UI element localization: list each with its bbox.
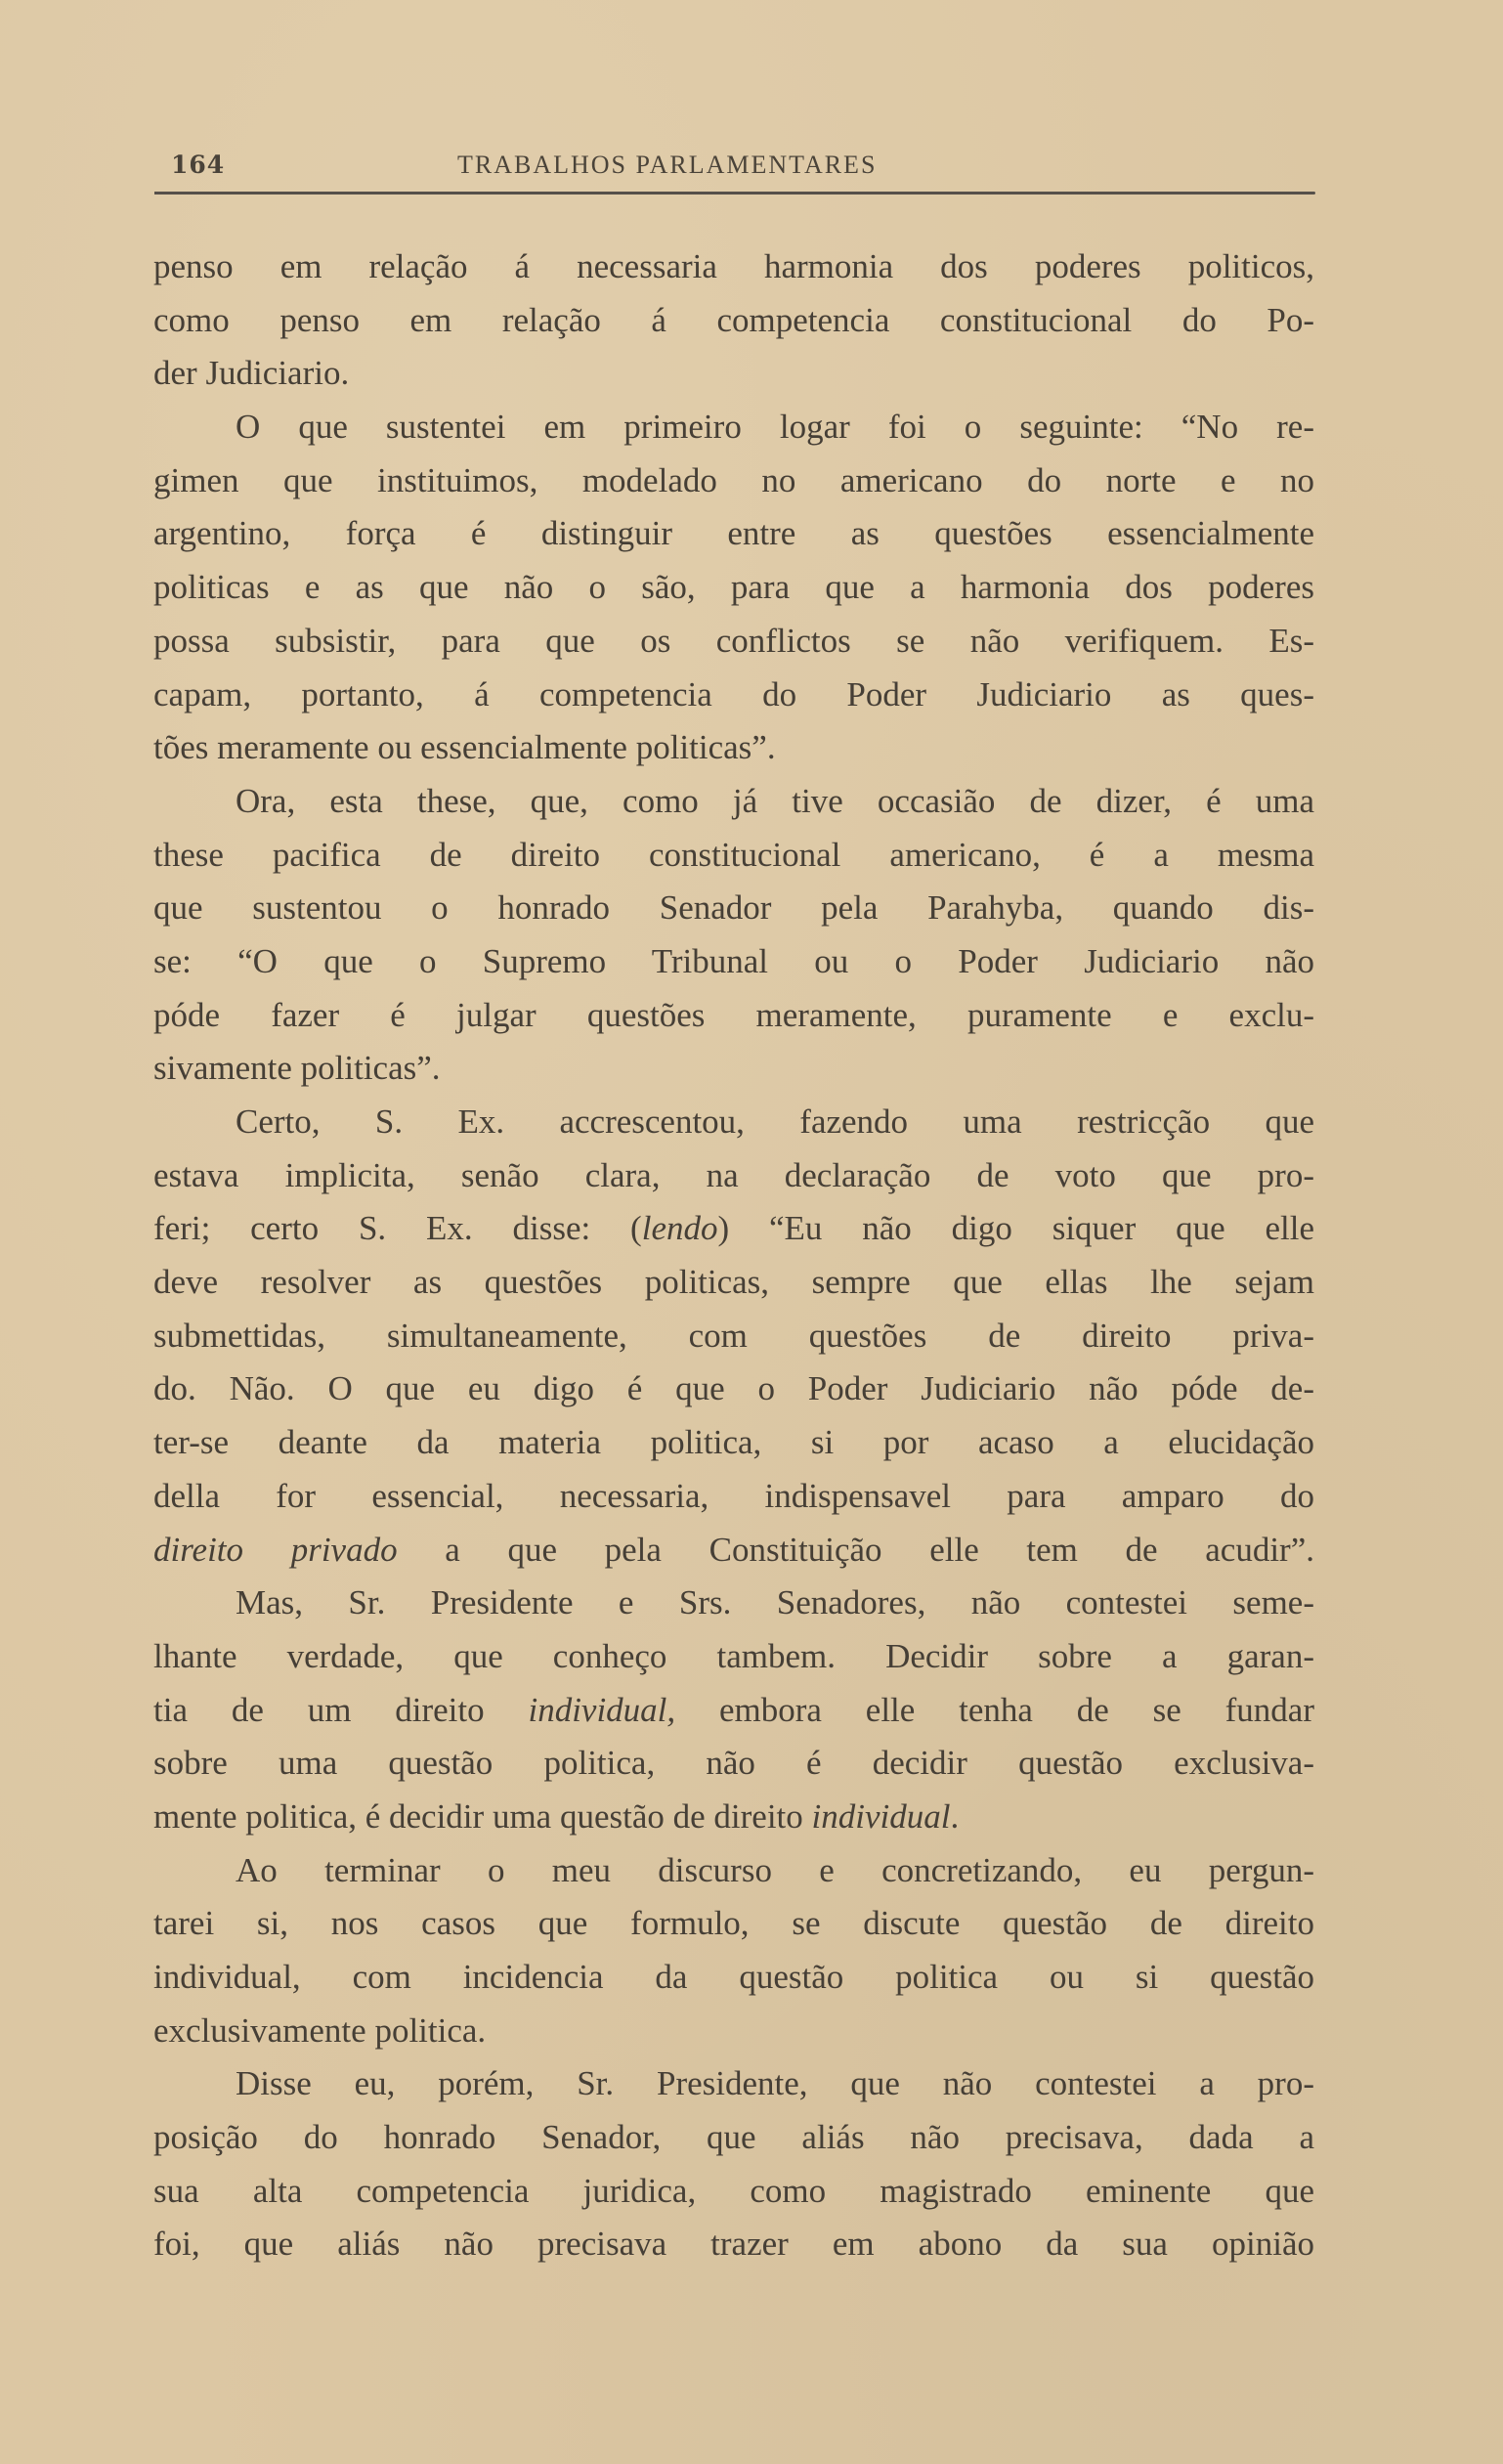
text-segment: Certo, S. Ex. accrescentou, fazendo uma restricção que bbox=[236, 1102, 1314, 1141]
text-line bbox=[153, 721, 1314, 775]
text-segment: these pacifica de direito constitucional americano, é a mesma bbox=[153, 835, 1314, 874]
text-segment: O que sustentei em primeiro logar foi o seguinte: “No re- bbox=[236, 408, 1314, 447]
text-segment: deve resolver as questões politicas, sempre que ellas lhe sejam bbox=[153, 1263, 1314, 1302]
text-line bbox=[153, 401, 1314, 454]
text-line bbox=[153, 1042, 1314, 1096]
text-segment: a que pela Constituição elle tem de acudir”. bbox=[397, 1530, 1314, 1569]
text-segment: se: “O que o Supremo Tribunal ou o Poder Judiciario não bbox=[153, 941, 1314, 980]
text-segment: capam, portanto, á competencia do Poder Judiciario as ques- bbox=[153, 674, 1314, 713]
text-segment: der Judiciario. bbox=[153, 354, 350, 393]
text-segment: Ao terminar o meu discurso e concretizando, eu pergun- bbox=[236, 1850, 1314, 1889]
text-segment: submettidas, simultaneamente, com questões de direito priva- bbox=[153, 1316, 1314, 1355]
text-line bbox=[153, 935, 1314, 989]
page-number: 164 bbox=[171, 151, 226, 179]
text-line bbox=[153, 1684, 1314, 1738]
text-line bbox=[153, 1310, 1314, 1363]
text-segment: possa subsistir, para que os conflictos se não verifiquem. Es- bbox=[153, 621, 1314, 660]
italic-text: direito privado bbox=[153, 1530, 398, 1569]
text-segment: póde fazer é julgar questões meramente, puramente e exclu- bbox=[153, 995, 1314, 1034]
text-segment: della for essencial, necessaria, indispensavel para amparo do bbox=[153, 1476, 1314, 1515]
text-line bbox=[153, 1844, 1314, 1898]
text-segment: tões meramente ou essencialmente politicas”. bbox=[153, 728, 776, 767]
italic-text: individual bbox=[811, 1796, 951, 1836]
text-line bbox=[153, 454, 1314, 508]
text-line bbox=[153, 615, 1314, 669]
text-segment: feri; certo S. Ex. disse: ( bbox=[153, 1209, 642, 1248]
text-line bbox=[153, 989, 1314, 1043]
text-segment: Ora, esta these, que, como já tive occasião de dizer, é uma bbox=[236, 781, 1314, 820]
text-line bbox=[153, 2057, 1314, 2111]
text-line bbox=[153, 347, 1314, 401]
text-line bbox=[153, 775, 1314, 829]
text-line bbox=[153, 1416, 1314, 1470]
text-line bbox=[153, 1951, 1314, 2005]
text-line bbox=[153, 1577, 1314, 1630]
text-segment: argentino, força é distinguir entre as questões essencialmente bbox=[153, 514, 1314, 553]
text-line bbox=[153, 1149, 1314, 1203]
text-segment: embora elle tenha de se fundar bbox=[675, 1690, 1314, 1729]
text-line bbox=[153, 882, 1314, 935]
text-segment: que sustentou o honrado Senador pela Parahyba, quando dis- bbox=[153, 888, 1314, 928]
text-segment: sua alta competencia juridica, como magistrado eminente que bbox=[153, 2171, 1314, 2210]
text-line bbox=[153, 2111, 1314, 2165]
text-line bbox=[153, 2218, 1314, 2271]
text-segment: tarei si, nos casos que formulo, se discute questão de direito bbox=[153, 1904, 1314, 1943]
text-line bbox=[153, 240, 1314, 294]
text-segment: sivamente politicas”. bbox=[153, 1049, 441, 1088]
text-line bbox=[153, 1524, 1314, 1578]
text-segment: foi, que aliás não precisava trazer em abono da sua opinião bbox=[153, 2225, 1314, 2264]
italic-text: individual, bbox=[528, 1690, 676, 1729]
text-line bbox=[153, 561, 1314, 615]
text-line bbox=[153, 1630, 1314, 1684]
text-line bbox=[153, 1897, 1314, 1951]
text-line bbox=[153, 1737, 1314, 1791]
body-text bbox=[153, 240, 1314, 2271]
text-line bbox=[153, 294, 1314, 348]
page-header bbox=[154, 147, 1315, 197]
text-line bbox=[153, 507, 1314, 561]
text-segment: exclusivamente politica. bbox=[153, 2010, 487, 2050]
text-line bbox=[153, 1791, 1314, 1844]
text-line bbox=[153, 2005, 1314, 2058]
text-segment: penso em relação á necessaria harmonia dos poderes politicos, bbox=[153, 247, 1314, 285]
text-segment: sobre uma questão politica, não é decidir questão exclusiva- bbox=[153, 1744, 1314, 1783]
text-line bbox=[153, 669, 1314, 722]
italic-text: lendo bbox=[641, 1209, 718, 1248]
text-segment: Mas, Sr. Presidente e Srs. Senadores, não contestei seme- bbox=[236, 1583, 1314, 1622]
text-line bbox=[153, 2165, 1314, 2219]
text-line bbox=[153, 1202, 1314, 1256]
header-rule bbox=[154, 192, 1315, 195]
text-line bbox=[153, 1096, 1314, 1149]
text-segment: mente politica, é decidir uma questão de direito bbox=[153, 1796, 812, 1836]
text-segment: individual, com incidencia da questão politica ou si questão bbox=[153, 1958, 1314, 1996]
text-segment: estava implicita, senão clara, na declaração de voto que pro- bbox=[153, 1155, 1314, 1194]
text-line bbox=[153, 1256, 1314, 1310]
text-line bbox=[153, 1362, 1314, 1416]
text-segment: ) “Eu não digo siquer que elle bbox=[717, 1209, 1314, 1248]
text-segment: posição do honrado Senador, que aliás não precisava, dada a bbox=[153, 2118, 1314, 2157]
text-line bbox=[153, 1470, 1314, 1524]
text-segment: como penso em relação á competencia constitucional do Po- bbox=[153, 300, 1314, 339]
text-segment: . bbox=[950, 1796, 960, 1836]
text-segment: Disse eu, porém, Sr. Presidente, que não contestei a pro- bbox=[236, 2064, 1314, 2103]
text-segment: gimen que instituimos, modelado no americano do norte e no bbox=[153, 460, 1314, 499]
text-segment: do. Não. O que eu digo é que o Poder Judiciario não póde de- bbox=[153, 1369, 1314, 1408]
running-title: TRABALHOS PARLAMENTARES bbox=[457, 151, 878, 179]
text-line bbox=[153, 829, 1314, 883]
text-segment: ter-se deante da materia politica, si por acaso a elucidação bbox=[153, 1423, 1314, 1462]
text-segment: lhante verdade, que conheço tambem. Decidir sobre a garan- bbox=[153, 1636, 1314, 1675]
text-segment: politicas e as que não o são, para que a harmonia dos poderes bbox=[153, 568, 1314, 607]
text-segment: tia de um direito bbox=[153, 1690, 529, 1729]
